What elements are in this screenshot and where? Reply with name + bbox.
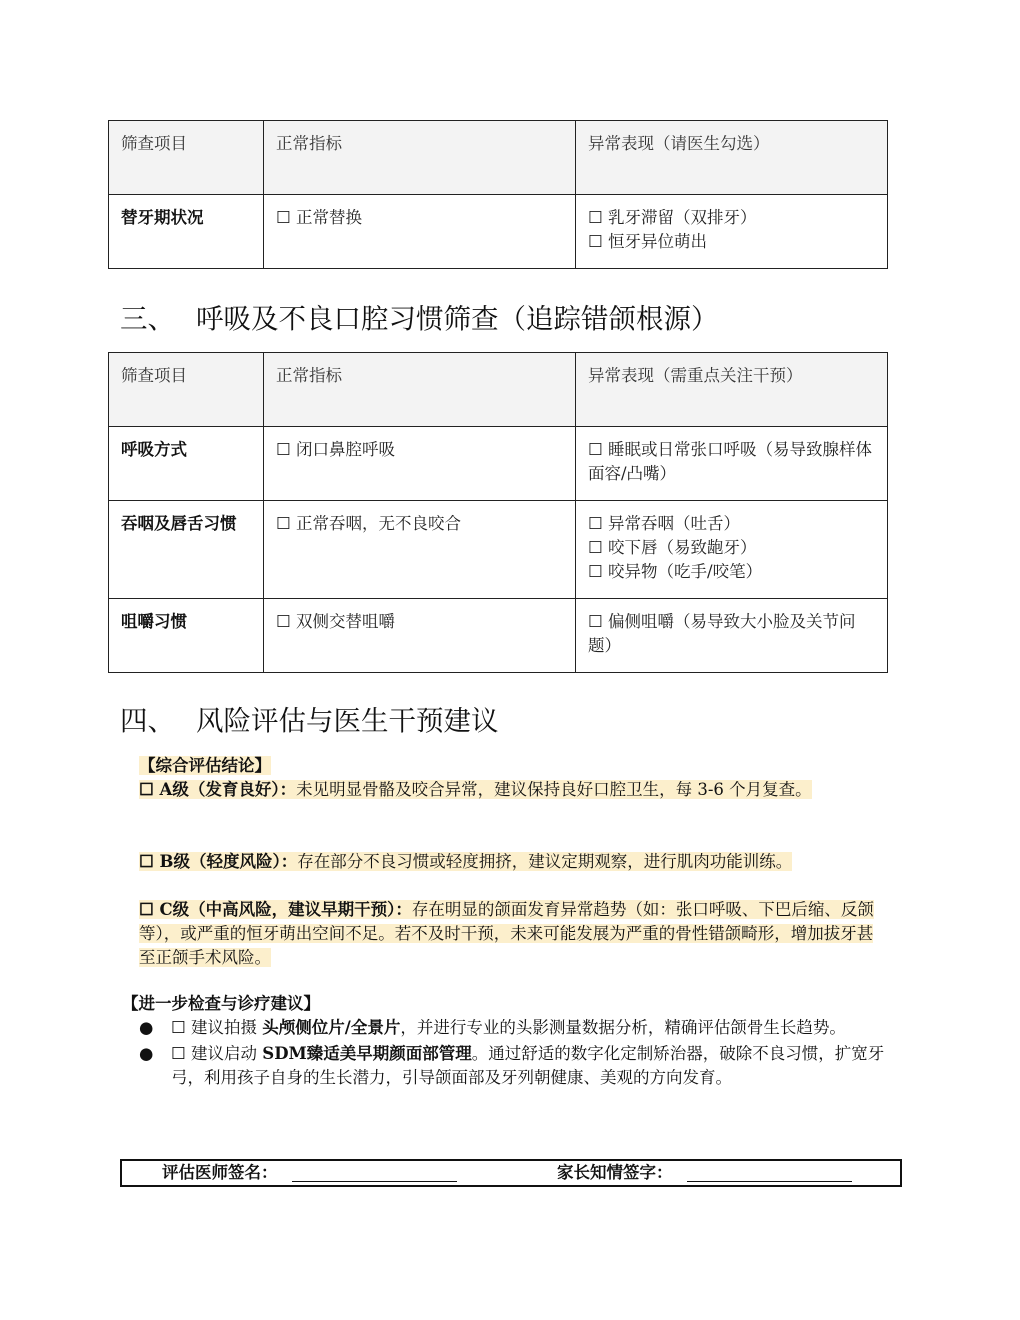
grade-label: ☐ A级（发育良好）： (139, 780, 297, 799)
table-row (109, 501, 888, 599)
row-normal (264, 599, 576, 673)
row-normal (264, 501, 576, 599)
checkbox-option[interactable]: ☐ 偏侧咀嚼（易导致大小脸及关节问题） (588, 612, 856, 655)
parent-signature-label: 家长知情签字： (557, 1163, 673, 1182)
table-header-row (109, 121, 888, 195)
grade-text: 存在部分不良习惯或轻度拥挤，建议定期观察，进行肌肉功能训练。 (297, 852, 793, 871)
bullet-icon: ● (139, 1018, 154, 1037)
section-number: 三、 (120, 303, 175, 335)
grade-b[interactable] (139, 850, 889, 874)
header-item: 筛查项目 (109, 121, 264, 195)
row-abnormal (576, 195, 888, 269)
doctor-signature-field[interactable] (292, 1161, 457, 1182)
checkbox-option[interactable]: ☐ 正常替换 (276, 208, 363, 227)
screening-table-teething (108, 120, 888, 269)
section-number: 四、 (120, 705, 175, 737)
table-header-row (109, 353, 888, 427)
header-item: 筛查项目 (109, 353, 264, 427)
row-abnormal (576, 501, 888, 599)
checkbox-option[interactable]: ☐ 双侧交替咀嚼 (276, 612, 396, 631)
checkbox-option[interactable]: ☐ 咬下唇（易致龅牙） (588, 538, 757, 557)
row-normal (264, 195, 576, 269)
header-normal: 正常指标 (264, 353, 576, 427)
row-abnormal (576, 427, 888, 501)
section-heading-3 (120, 296, 719, 336)
bullet-icon: ● (139, 1044, 154, 1063)
parent-signature (557, 1161, 852, 1185)
section-title: 风险评估与医生干预建议 (196, 705, 499, 737)
checkbox-option[interactable]: ☐ 睡眠或日常张口呼吸（易导致腺样体面容/凸嘴） (588, 440, 873, 483)
list-item[interactable]: ● ☐ 建议启动 SDM臻适美早期颜面部管理。通过舒适的数字化定制矫治器，破除不良习惯，扩宽牙弓，利用孩子自身的生长潜力，引导颌面部及牙列朝健康、美观的方向发育。 (139, 1044, 885, 1087)
row-item: 咀嚼习惯 (109, 599, 264, 673)
header-normal: 正常指标 (264, 121, 576, 195)
table-row (109, 599, 888, 673)
grade-a[interactable] (139, 778, 869, 802)
doctor-signature-label: 评估医师签名： (162, 1163, 278, 1182)
table-row (109, 195, 888, 269)
grade-label: ☐ B级（轻度风险）： (139, 852, 298, 871)
recommendations-heading: 【进一步检查与诊疗建议】 (122, 994, 320, 1013)
doctor-signature (162, 1161, 457, 1185)
checkbox-option[interactable]: ☐ 咬异物（吃手/咬笔） (588, 562, 763, 581)
recommendations-list (139, 1016, 899, 1092)
checkbox-option[interactable]: ☐ 恒牙异位萌出 (588, 232, 708, 251)
grade-label: ☐ C级（中高风险，建议早期干预）： (139, 900, 412, 919)
header-abnormal: 异常表现（需重点关注干预） (576, 353, 888, 427)
checkbox-option[interactable]: ☐ 异常吞咽（吐舌） (588, 514, 741, 533)
section-title: 呼吸及不良口腔习惯筛查（追踪错颌根源） (196, 303, 719, 335)
table-row (109, 427, 888, 501)
checkbox-option[interactable]: ☐ 闭口鼻腔呼吸 (276, 440, 396, 459)
row-item: 替牙期状况 (109, 195, 264, 269)
parent-signature-field[interactable] (687, 1161, 852, 1182)
row-item: 呼吸方式 (109, 427, 264, 501)
row-abnormal (576, 599, 888, 673)
section-heading-4 (120, 698, 499, 738)
grade-c[interactable] (139, 898, 884, 970)
header-abnormal: 异常表现（请医生勾选） (576, 121, 888, 195)
row-item: 吞咽及唇舌习惯 (109, 501, 264, 599)
checkbox-option[interactable]: ☐ 乳牙滞留（双排牙） (588, 208, 757, 227)
row-normal (264, 427, 576, 501)
screening-table-habits (108, 352, 888, 673)
list-item[interactable]: ● ☐ 建议拍摄 头颅侧位片/全景片，并进行专业的头影测量数据分析，精确评估颌骨生长趋势。 (139, 1016, 899, 1040)
assessment-heading: 【综合评估结论】 (139, 756, 271, 775)
grade-text: 存在明显的颌面发育异常趋势（如：张口呼吸、下巴后缩、反颌等），或严重的恒牙萌出空间不足。若不及时干预，未来可能发展为严重的骨性错颌畸形，增加拔牙甚至正颌手术风险。 (139, 900, 874, 967)
signature-box (120, 1159, 902, 1187)
checkbox-option[interactable]: ☐ 正常吞咽，无不良咬合 (276, 514, 462, 533)
grade-text: 未见明显骨骼及咬合异常，建议保持良好口腔卫生，每 3-6 个月复查。 (296, 780, 812, 799)
